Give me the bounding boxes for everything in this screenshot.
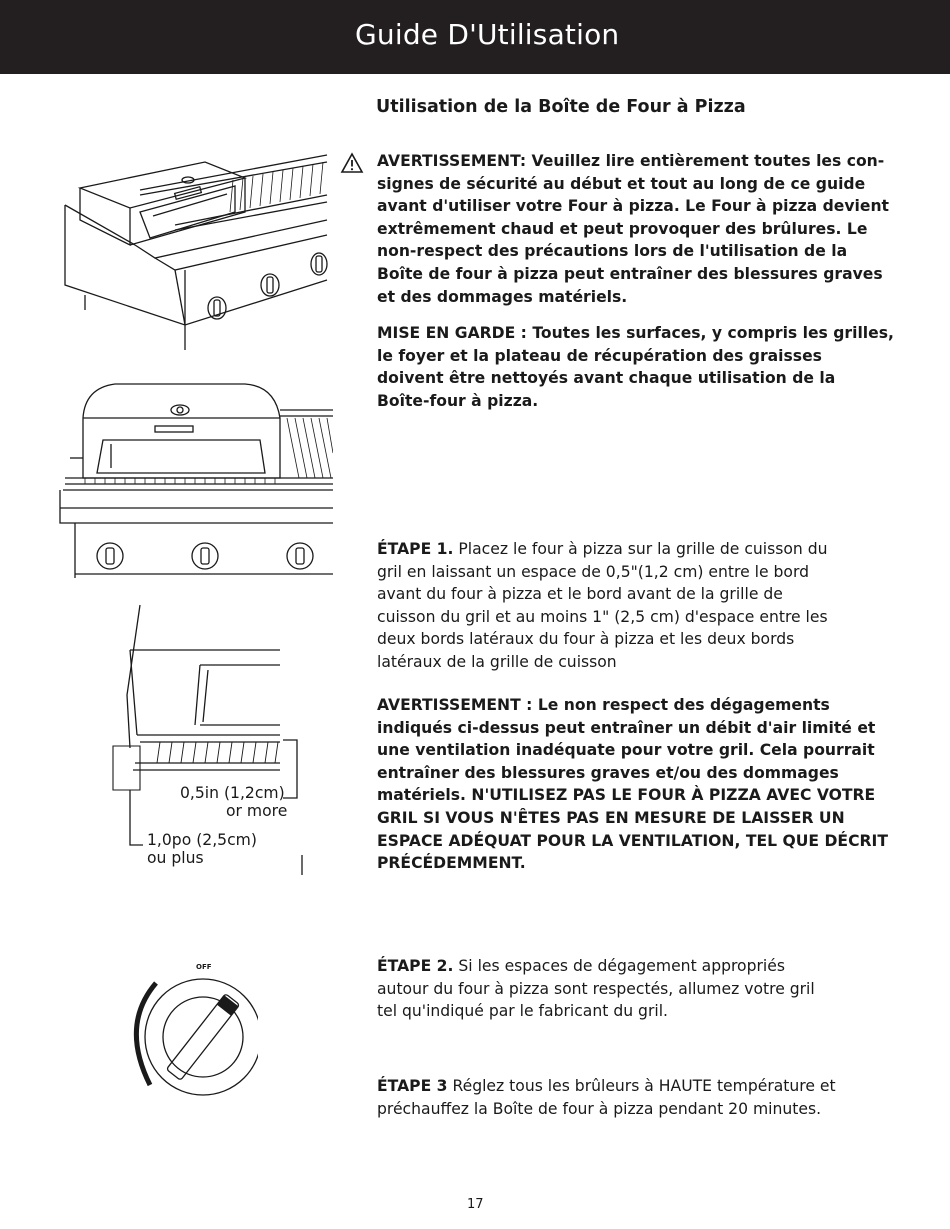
- caution-line: Boîte-four à pizza.: [377, 391, 539, 410]
- ventilation-warning-line: une ventilation inadéquate pour votre gril. Cela pourrait: [377, 741, 875, 760]
- front-gap-label: 0,5in (1,2cm): [180, 784, 285, 802]
- step3-line: préchauffez la Boîte de four à pizza pendant 20 minutes.: [377, 1099, 822, 1118]
- warning-line: Boîte de four à pizza peut entraîner des blessures graves: [377, 264, 883, 283]
- ventilation-warning-line: ESPACE ADÉQUAT POUR LA VENTILATION, TEL QUE DÉCRIT: [377, 831, 888, 850]
- step3-paragraph: [377, 1075, 897, 1120]
- ventilation-warning-line: AVERTISSEMENT : Le non respect des dégagements: [377, 696, 830, 714]
- side-gap-label: 1,0po (2,5cm): [147, 831, 257, 849]
- step1-paragraph: [377, 538, 897, 674]
- control-knob-off-illustration: [128, 955, 258, 1100]
- step2-label: ÉTAPE 2.: [377, 957, 454, 975]
- ventilation-warning-line: entraîner des blessures graves et/ou des dommages: [377, 763, 839, 782]
- ventilation-warning-line: GRIL SI VOUS N'ÊTES PAS EN MESURE DE LAISSER UN: [377, 808, 845, 827]
- step1-label: ÉTAPE 1.: [377, 540, 454, 558]
- step3-label: ÉTAPE 3: [377, 1077, 448, 1095]
- caution-paragraph: [377, 322, 897, 412]
- warning-line: extrêmement chaud et peut provoquer des brûlures. Le: [377, 219, 868, 238]
- front-view-oven-illustration: [55, 378, 333, 588]
- page-header: [0, 0, 950, 74]
- step2-paragraph: [377, 955, 897, 1023]
- step1-line: deux bords latéraux du four à pizza et les deux bords: [377, 630, 795, 649]
- ventilation-warning-paragraph: [377, 694, 897, 875]
- step2-line: tel qu'indiqué par le fabricant du gril.: [377, 1002, 668, 1021]
- knob-off-label: OFF: [196, 963, 212, 971]
- caution-line: MISE EN GARDE : Toutes les surfaces, y compris les grilles,: [377, 324, 894, 342]
- caution-line: le foyer et la plateau de récupération des graisses: [377, 346, 822, 365]
- step2-line: autour du four à pizza sont respectés, allumez votre gril: [377, 979, 815, 998]
- step1-line: Placez le four à pizza sur la grille de cuisson du: [453, 540, 828, 558]
- warning-paragraph: [377, 150, 897, 308]
- step1-line: latéraux de la grille de cuisson: [377, 652, 617, 671]
- front-gap-label-sub: or more: [226, 802, 288, 820]
- step1-line: cuisson du gril et au moins 1" (2,5 cm) d'espace entre les: [377, 607, 828, 626]
- page-title: Guide D'Utilisation: [355, 18, 620, 51]
- warning-line: avant d'utiliser votre Four à pizza. Le Four à pizza devient: [377, 197, 890, 216]
- page-number: 17: [467, 1197, 484, 1212]
- warning-line: non-respect des précautions lors de l'utilisation de la: [377, 242, 848, 261]
- ventilation-warning-line: indiqués ci-dessus peut entraîner un débit d'air limité et: [377, 718, 876, 737]
- step1-line: avant du four à pizza et le bord avant de la grille de: [377, 585, 783, 604]
- step2-line: Si les espaces de dégagement appropriés: [453, 957, 785, 975]
- step1-line: gril en laissant un espace de 0,5"(1,2 cm) entre le bord: [377, 562, 809, 581]
- side-gap-label-sub: ou plus: [147, 849, 204, 867]
- warning-triangle-icon: [340, 152, 364, 174]
- ventilation-warning-line: PRÉCÉDEMMENT.: [377, 854, 526, 873]
- warning-line: AVERTISSEMENT: Veuillez lire entièrement toutes les con-: [377, 152, 885, 170]
- warning-line: signes de sécurité au début et tout au long de ce guide: [377, 174, 866, 193]
- step3-line: Réglez tous les brûleurs à HAUTE température et: [447, 1077, 836, 1095]
- ventilation-warning-line: matériels. N'UTILISEZ PAS LE FOUR À PIZZA AVEC VOTRE: [377, 786, 876, 805]
- caution-line: doivent être nettoyés avant chaque utilisation de la: [377, 369, 836, 388]
- grill-with-pizza-oven-illustration: [55, 150, 335, 355]
- section-title: Utilisation de la Boîte de Four à Pizza: [376, 97, 746, 117]
- warning-line: et des dommages matériels.: [377, 287, 628, 306]
